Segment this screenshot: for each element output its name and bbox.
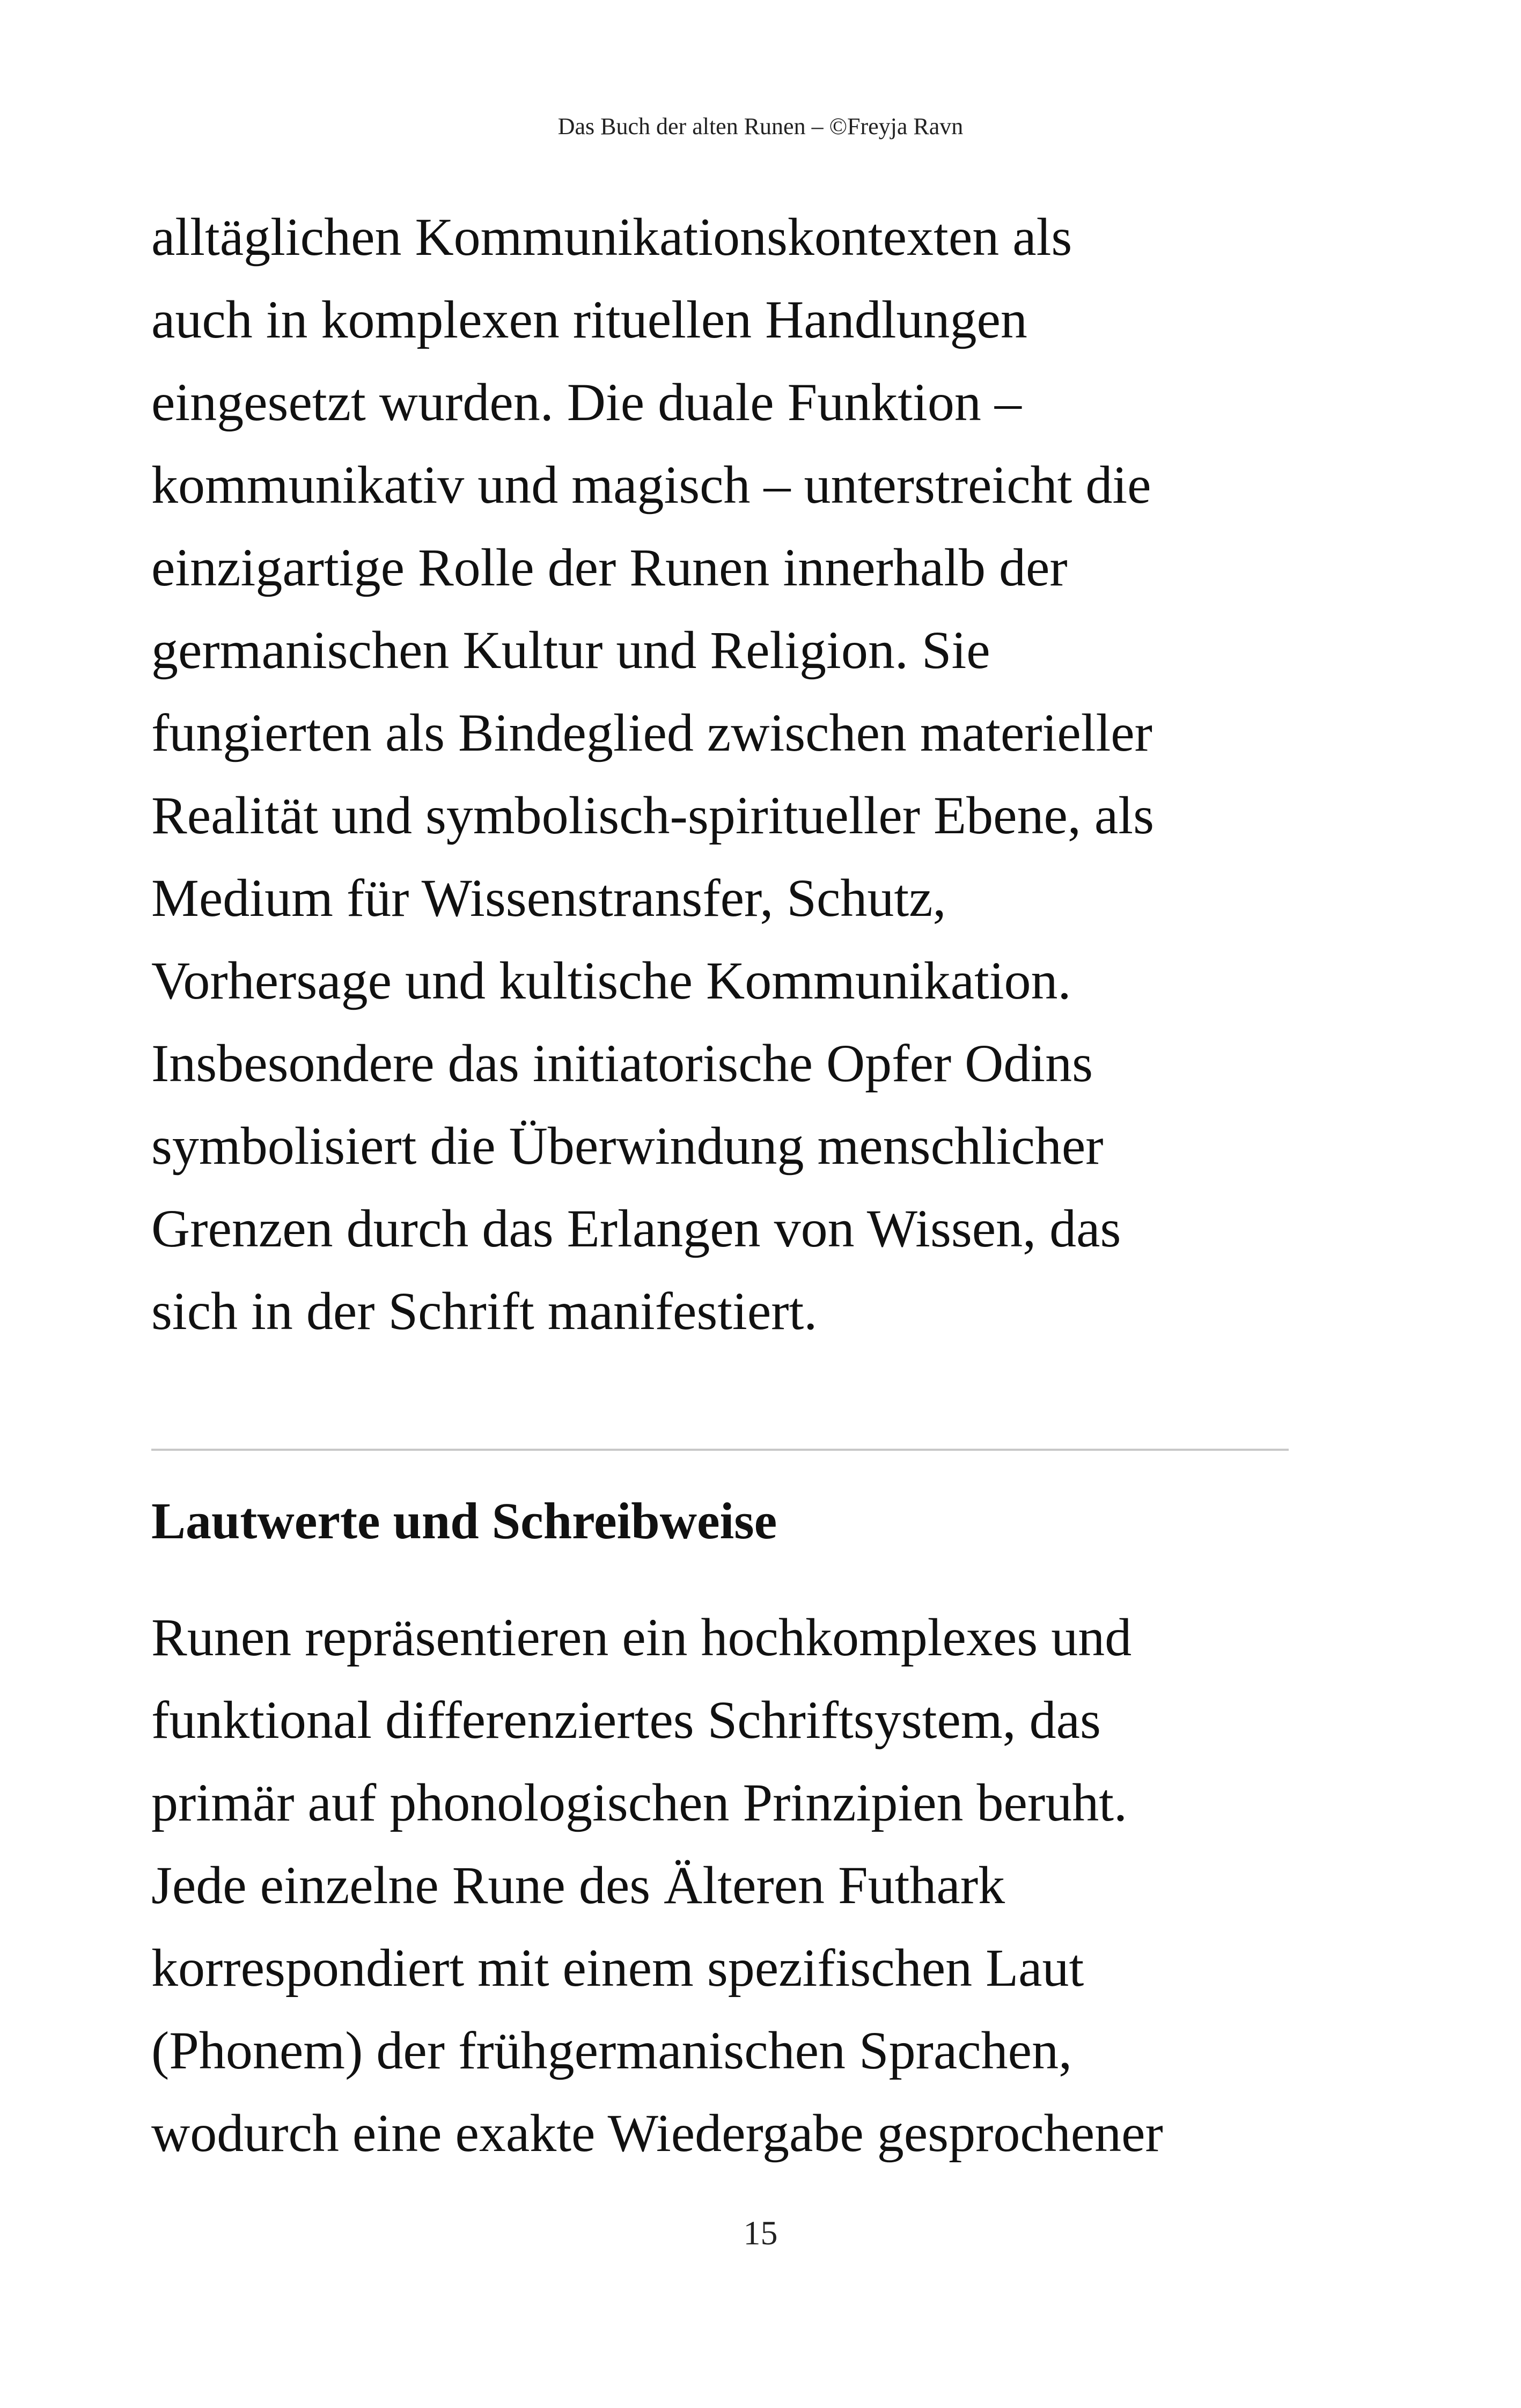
paragraph-line: germanischen Kultur und Religion. Sie <box>151 620 990 680</box>
section-divider <box>151 1449 1289 1451</box>
paragraph-line: eingesetzt wurden. Die duale Funktion – <box>151 372 1022 432</box>
paragraph-line: symbolisiert die Überwindung menschlicher <box>151 1116 1104 1176</box>
paragraph-line: auch in komplexen rituellen Handlungen <box>151 290 1027 349</box>
paragraph-line: Grenzen durch das Erlangen von Wissen, das <box>151 1199 1121 1258</box>
paragraph-line: Insbesondere das initiatorische Opfer Odins <box>151 1033 1093 1093</box>
running-header: Das Buch der alten Runen – ©Freyja Ravn <box>557 113 964 140</box>
paragraph-line: einzigartige Rolle der Runen innerhalb der <box>151 538 1068 597</box>
paragraph-line: korrespondiert mit einem spezifischen Laut <box>151 1938 1084 1998</box>
paragraph-line: Jede einzelne Rune des Älteren Futhark <box>151 1855 1005 1915</box>
paragraph-line: Medium für Wissenstransfer, Schutz, <box>151 868 946 928</box>
paragraph-line: Realität und symbolisch-spiritueller Ebene, als <box>151 785 1154 845</box>
paragraph-line: sich in der Schrift manifestiert. <box>151 1281 818 1341</box>
paragraph-line: alltäglichen Kommunikationskontexten als <box>151 207 1072 267</box>
paragraph-line: (Phonem) der frühgermanischen Sprachen, <box>151 2021 1072 2080</box>
section-heading: Lautwerte und Schreibweise <box>151 1492 777 1550</box>
body-paragraph <box>151 1596 1310 2175</box>
paragraph-line: Runen repräsentieren ein hochkomplexes und <box>151 1607 1132 1667</box>
body-paragraph <box>151 196 1310 1353</box>
paragraph-line: funktional differenziertes Schriftsystem, das <box>151 1690 1101 1750</box>
page-number: 15 <box>743 2214 778 2252</box>
paragraph-line: kommunikativ und magisch – unterstreicht die <box>151 455 1151 515</box>
paragraph-line: primär auf phonologischen Prinzipien beruht. <box>151 1773 1127 1832</box>
paragraph-line: Vorhersage und kultische Kommunikation. <box>151 951 1071 1010</box>
paragraph-line: wodurch eine exakte Wiedergabe gesprochener <box>151 2103 1163 2163</box>
paragraph-line: fungierten als Bindeglied zwischen materieller <box>151 703 1152 762</box>
